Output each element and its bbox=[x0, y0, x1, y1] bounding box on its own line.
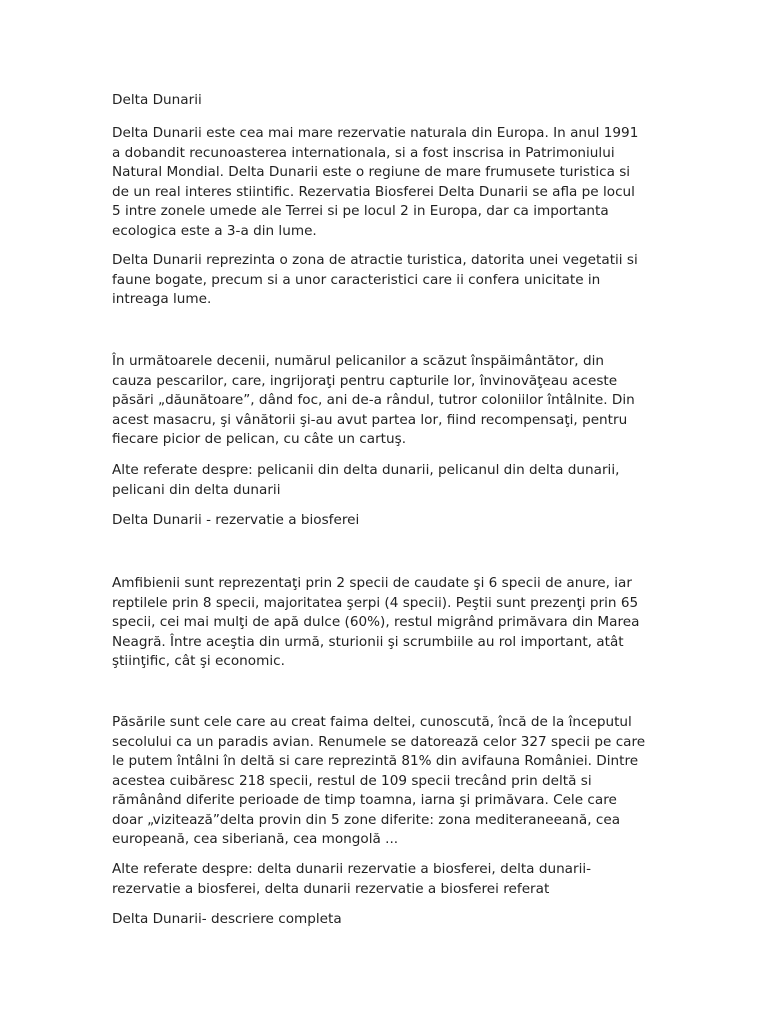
document-heading: Delta Dunarii- descriere completa bbox=[112, 911, 342, 927]
paragraph-line: Natural Mondial. Delta Dunarii este o regiune de mare frumusete turistica si bbox=[112, 164, 631, 180]
paragraph-line: specii, cei mai mulţi de apă dulce (60%), restul migrând primăvara din Marea bbox=[112, 614, 640, 630]
paragraph-line: În următoarele decenii, numărul pelicanilor a scăzut înspăimântător, din bbox=[112, 353, 604, 369]
paragraph-line: de un real interes stiintific. Rezervatia Biosferei Delta Dunarii se afla pe locul bbox=[112, 183, 635, 200]
paragraph-line: rămânând diferite perioade de timp toamna, iarna şi primăvara. Cele care bbox=[112, 792, 617, 808]
paragraph-line: Alte referate despre: delta dunarii rezervatie a biosferei, delta dunarii- bbox=[112, 861, 592, 877]
paragraph-line: Neagră. Între aceştia din urmă, sturionii şi scrumbiile au rol important, atât bbox=[112, 633, 624, 650]
paragraph-line: Delta Dunarii este cea mai mare rezervatie naturala din Europa. In anul 1991 bbox=[112, 125, 639, 141]
paragraph-line: ecologica este a 3-a din lume. bbox=[112, 222, 317, 239]
paragraph-line: acestea cuibăresc 218 specii, restul de 109 specii trecând prin deltă si bbox=[112, 772, 592, 789]
paragraph-line: fiecare picior de pelican, cu câte un cartuş. bbox=[112, 431, 407, 447]
paragraph-line: le putem întâlni în deltă si care reprezintă 81% din avifauna României. Dintre bbox=[112, 753, 639, 769]
paragraph-line: păsări „dăunătoare”, dând foc, ani de-a rândul, tutror coloniilor întâlnite. Din bbox=[112, 392, 635, 408]
paragraph-line: doar „vizitează”delta provin din 5 zone diferite: zona mediteraneeană, cea bbox=[112, 811, 621, 828]
paragraph-line: rezervatie a biosferei, delta dunarii rezervatie a biosferei referat bbox=[112, 880, 550, 897]
paragraph-line: europeană, cea siberiană, cea mongolă ... bbox=[112, 831, 399, 847]
paragraph-line: 5 intre zonele umede ale Terrei si pe locul 2 in Europa, dar ca importanta bbox=[112, 203, 609, 219]
paragraph-line: Alte referate despre: pelicanii din delta dunarii, pelicanul din delta dunarii, bbox=[112, 462, 620, 478]
paragraph-line: Păsările sunt cele care au creat faima deltei, cunoscută, încă de la începutul bbox=[112, 714, 632, 730]
paragraph-line: faune bogate, precum si a unor caracteristici care ii confera unicitate in bbox=[112, 271, 601, 288]
paragraph-line: a dobandit recunoasterea internationala, si a fost inscrisa in Patrimoniului bbox=[112, 144, 615, 161]
paragraph-line: acest masacru, şi vânătorii şi-au avut partea lor, fiind recompensaţi, pentru bbox=[112, 411, 628, 428]
paragraph-line: intreaga lume. bbox=[112, 291, 212, 307]
paragraph-line: reptilele prin 8 specii, majoritatea şerpi (4 specii). Peştii sunt prezenţi prin 65 bbox=[112, 594, 639, 611]
document-heading: Delta Dunarii bbox=[112, 92, 202, 108]
paragraph-line: Amfibienii sunt reprezentaţi prin 2 specii de caudate şi 6 specii de anure, iar bbox=[112, 575, 632, 591]
paragraph-line: pelicani din delta dunarii bbox=[112, 481, 281, 498]
paragraph-line: Delta Dunarii reprezinta o zona de atractie turistica, datorita unei vegetatii si bbox=[112, 252, 638, 268]
paragraph-line: cauza pescarilor, care, ingrijoraţi pentru capturile lor, învinovăţeau aceste bbox=[112, 372, 618, 389]
paragraph-line: ştiinţific, cât şi economic. bbox=[112, 653, 285, 669]
paragraph-line: secolului ca un paradis avian. Renumele se datorează celor 327 specii pe care bbox=[112, 733, 646, 750]
document-heading: Delta Dunarii - rezervatie a biosferei bbox=[112, 512, 360, 528]
